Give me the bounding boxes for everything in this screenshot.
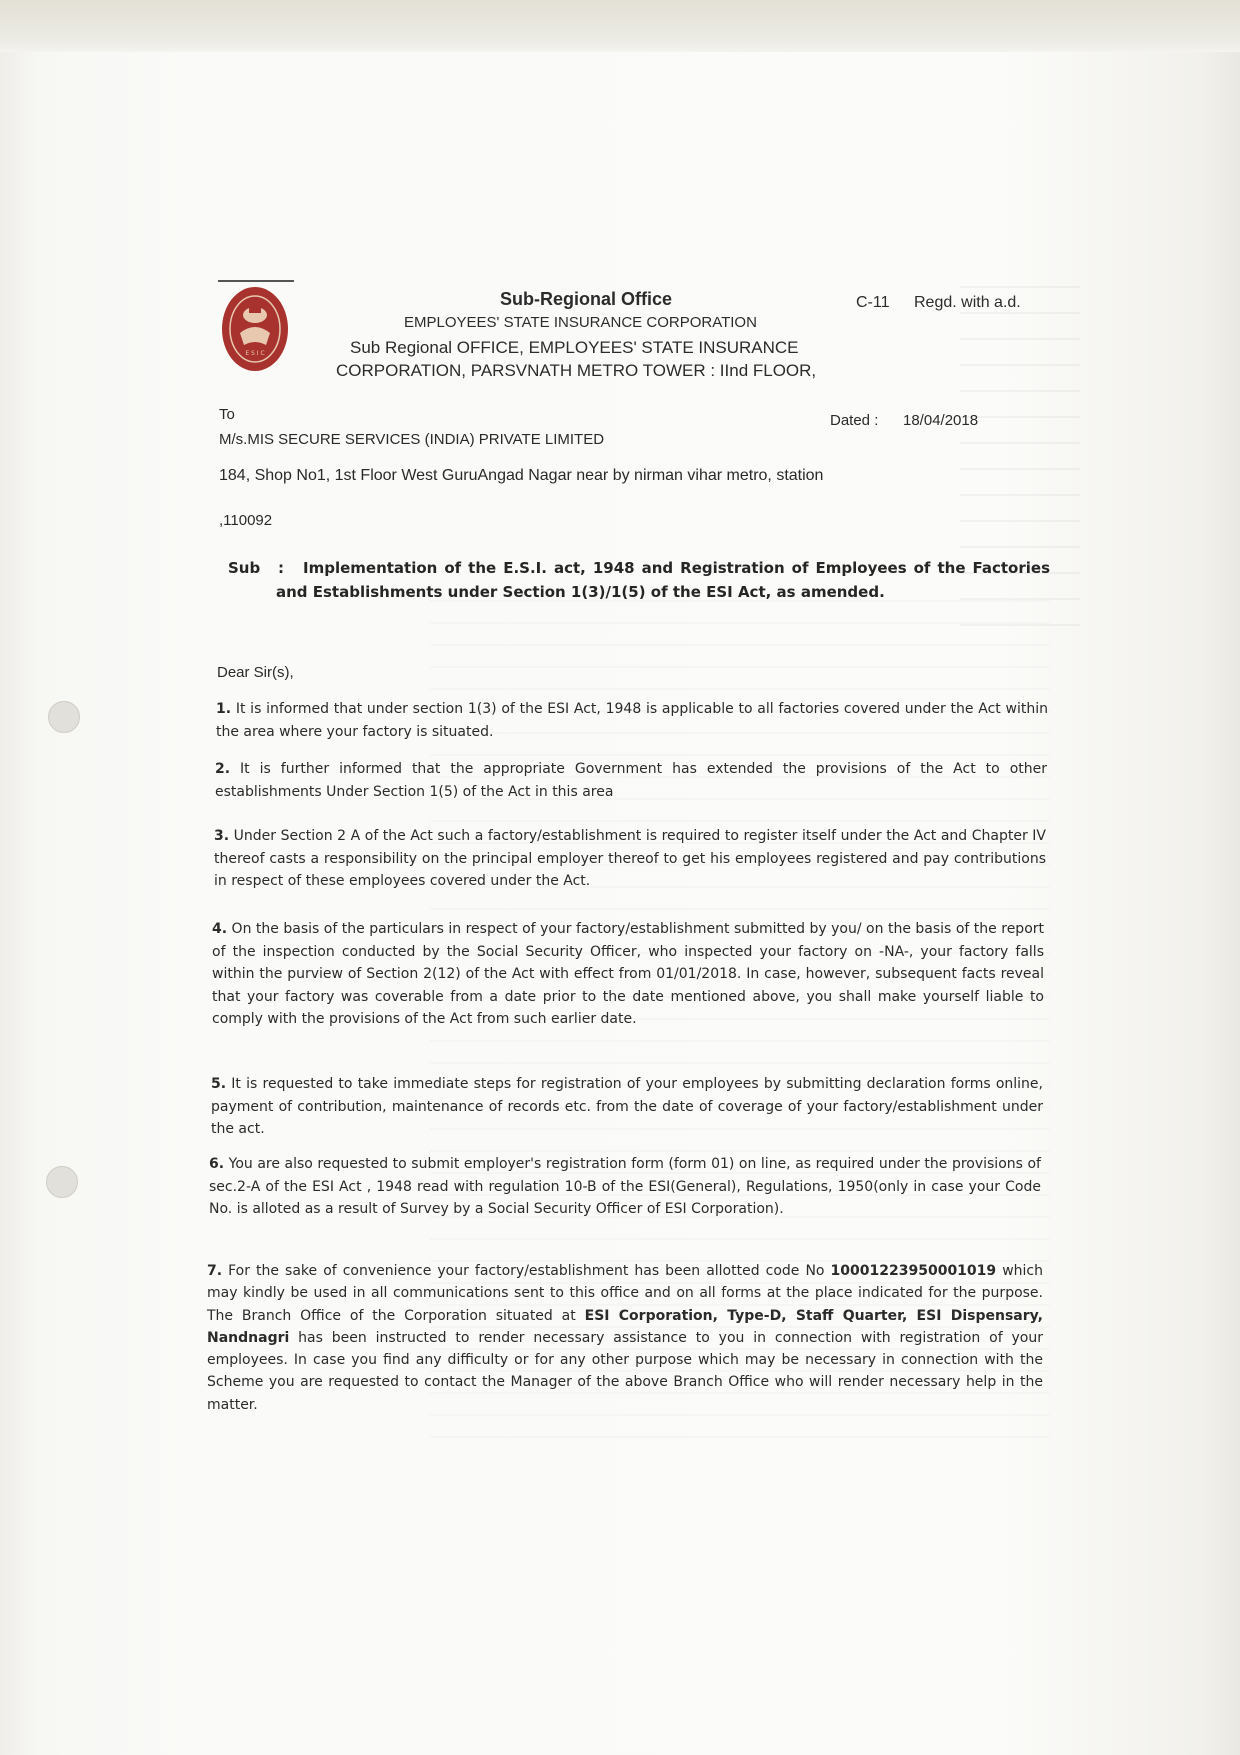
form-code: C-11 — [856, 294, 890, 311]
punch-hole — [46, 1166, 78, 1198]
paragraph-number: 4. — [212, 921, 228, 937]
office-title: Sub-Regional Office — [500, 289, 673, 309]
seal-underline — [218, 280, 294, 282]
paragraph-number: 2. — [215, 761, 231, 777]
paragraph-text: Under Section 2 A of the Act such a factory/establishment is required to register itself under the Act and Chapter IV thereof casts a responsibility on the principal employer thereof to get his employees registered and pay contributions in respect of these employees covered under the Act. — [214, 828, 1046, 889]
branch-office-name: ESI Corporation, Type-D, Staff Quarter, ESI Dispensary, Nandnagri — [207, 1307, 1043, 1346]
svg-text:E S I C: E S I C — [245, 350, 265, 357]
paragraph-text: On the basis of the particulars in respect of your factory/establishment submitted by you/ on the basis of the report of the inspection conducted by the Social Security Officer, who inspected your factory on -NA-, your factory falls within the purview of Section 2(12) of the Act with effect from 01/01/2018. In case, however, subsequent facts reveal that your factory was coverable from a date prior to the date mentioned above, you shall make yourself liable to comply with the provisions of the Act from such earlier date. — [212, 921, 1045, 1027]
recipient-address-line1: 184, Shop No1, 1st Floor West GuruAngad Nagar near by nirman vihar metro, station — [219, 467, 824, 484]
paragraph-number: 7. — [207, 1263, 223, 1279]
paragraph-text: It is further informed that the appropriate Government has extended the provisions of the Act to other establishments Under Section 1(5) of the Act in this area — [215, 761, 1048, 800]
office-address-line2: CORPORATION, PARSVNATH METRO TOWER : IInd FLOOR, — [336, 361, 817, 380]
salutation: Dear Sir(s), — [217, 664, 294, 681]
paragraph-number: 1. — [216, 701, 232, 717]
paragraph-text: You are also requested to submit employer's registration form (form 01) on line, as required under the provisions of sec.2-A of the ESI Act , 1948 read with regulation 10-B of the ESI(General), Regulations, 1950(only in case your Code No. is alloted as a result of Survey by a Social Security Officer of ESI Corporation). — [209, 1156, 1041, 1217]
paragraph-number: 5. — [211, 1076, 227, 1092]
paragraph-5 — [211, 1073, 1043, 1141]
paragraph-2 — [215, 758, 1047, 803]
paragraph-text: It is requested to take immediate steps for registration of your employees by submitting declaration forms online, payment of contribution, maintenance of records etc. from the date of coverage of your factory/establishment under the act. — [211, 1076, 1043, 1137]
punch-hole — [48, 701, 80, 733]
scan-top-edge — [0, 0, 1240, 52]
paragraph-7 — [207, 1260, 1043, 1416]
to-label: To — [219, 406, 235, 423]
office-address-line1: Sub Regional OFFICE, EMPLOYEES' STATE INSURANCE — [350, 338, 799, 357]
esic-emblem-icon — [220, 285, 290, 373]
subject-text: Implementation of the E.S.I. act, 1948 and Registration of Employees of the Factories and Establishments under Section 1(3)/1(5) of the ESI Act, as amended. — [276, 559, 1050, 601]
paragraph-number: 3. — [214, 828, 230, 844]
paragraph-6 — [209, 1153, 1041, 1221]
recipient-name: M/s.MIS SECURE SERVICES (INDIA) PRIVATE LIMITED — [219, 431, 605, 448]
date-label: Dated : — [830, 412, 879, 429]
paragraph-text: has been instructed to render necessary assistance to you in connection with registration of your employees. In case you find any difficulty or for any other purpose which may be necessary in connection with the Scheme you are requested to contact the Manager of the above Branch Office who will render necessary help in the matter. — [207, 1329, 1043, 1413]
paragraph-number: 6. — [209, 1156, 225, 1172]
subject-colon: : — [278, 559, 284, 577]
subject-label: Sub — [228, 559, 261, 577]
employer-code: 10001223950001019 — [830, 1263, 997, 1279]
recipient-pincode: ,110092 — [219, 512, 273, 529]
paragraph-3 — [214, 825, 1046, 893]
date-value: 18/04/2018 — [903, 412, 979, 429]
paragraph-1 — [216, 698, 1048, 743]
paragraph-text: It is informed that under section 1(3) of the ESI Act, 1948 is applicable to all factories covered under the Act within the area where your factory is situated. — [216, 701, 1048, 740]
registered-post-note: Regd. with a.d. — [914, 294, 1021, 311]
paragraph-4 — [212, 918, 1044, 1031]
paragraph-text: For the sake of convenience your factory/establishment has been allotted code No — [228, 1263, 825, 1279]
paragraph-text: which may kindly be used in all communications sent to this office and on all forms at the place indicated for the purpose. The Branch Office of the Corporation situated at — [207, 1263, 1043, 1324]
subject-block — [228, 556, 1050, 604]
corporation-name: EMPLOYEES' STATE INSURANCE CORPORATION — [404, 314, 757, 331]
